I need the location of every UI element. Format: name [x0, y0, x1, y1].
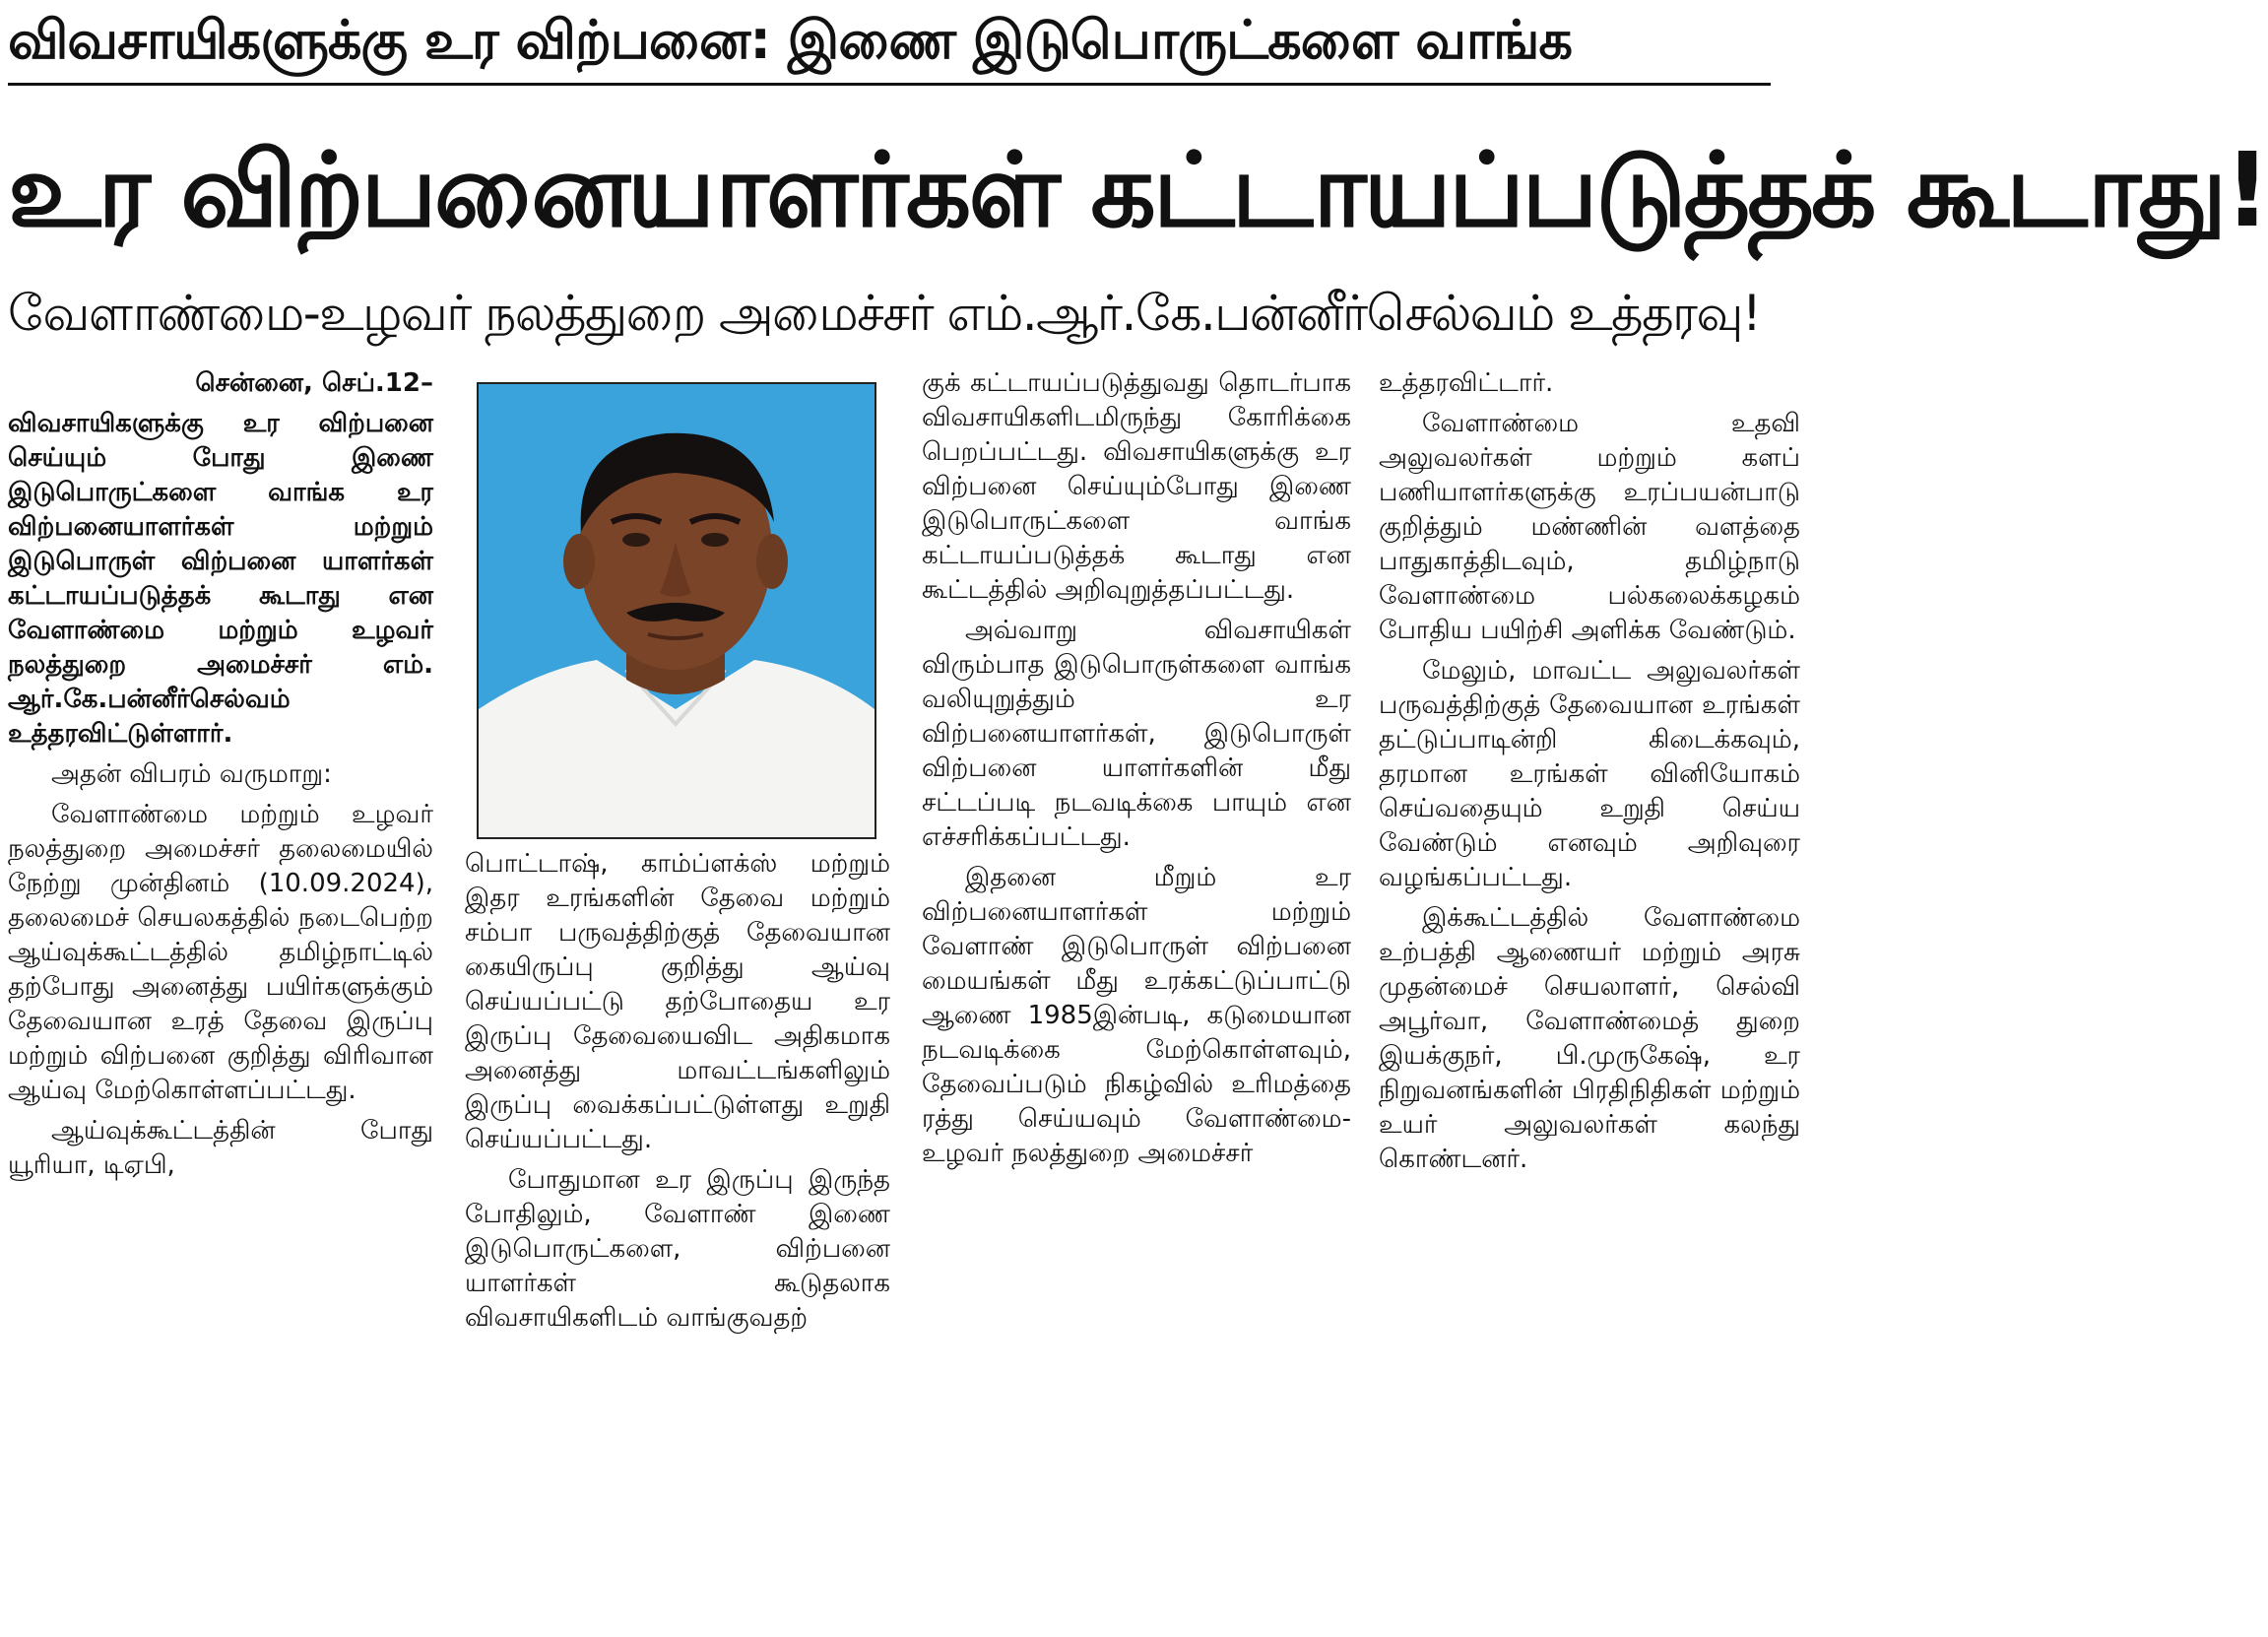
article-column-1	[8, 366, 433, 1637]
article-paragraph: அவ்வாறு விவசாயிகள் விரும்பாத இடுபொருள்களை வாங்க வலியுறுத்தும் உர விற்பனையாளர்கள், இடுபொருள் விற்பனை யாளர்களின் மீது சட்டப்படி நடவடிக்கை பாயும் என எச்சரிக்கப்பட்டது.	[922, 616, 1351, 852]
portrait-illustration	[479, 384, 875, 837]
article-paragraph: உத்தரவிட்டார்.	[1379, 368, 1554, 398]
main-headline: உர விற்பனையாளர்கள் கட்டாயப்படுத்தக் கூடாது!	[8, 130, 2268, 250]
lead-paragraph: விவசாயிகளுக்கு உர விற்பனை செய்யும் போது இணை இடுபொருட்களை வாங்க உர விற்பனையாளர்கள் மற்றும் இடுபொருள் விற்பனை யாளர்கள் கட்டாயப்படுத்தக் கூடாது என வேளாண்மை மற்றும் உழவர் நலத்துறை அமைச்சர் எம். ஆர்.கே.பன்னீர்செல்வம் உத்தரவிட்டுள்ளார்.	[8, 409, 433, 749]
article-paragraph: வேளாண்மை உதவி அலுவலர்கள் மற்றும் களப் பணியாளர்களுக்கு உரப்பயன்பாடு குறித்தும் மண்ணின் வளத்தை பாதுகாத்திடவும், தமிழ்நாடு வேளாண்மை பல்கலைக்கழகம் போதிய பயிற்சி அளிக்க வேண்டும்.	[1379, 409, 1800, 645]
article-column-4	[1379, 366, 1800, 1637]
article-paragraph: போதுமான உர இருப்பு இருந்த போதிலும், வேளாண் இணை இடுபொருட்களை, விற்பனை யாளர்கள் கூடுதலாக விவசாயிகளிடம் வாங்குவதற்	[465, 1165, 890, 1333]
kicker-headline: விவசாயிகளுக்கு உர விற்பனை: இணை இடுபொருட்களை வாங்க	[8, 9, 1572, 71]
minister-photo	[477, 382, 876, 839]
article-paragraph: வேளாண்மை மற்றும் உழவர் நலத்துறை அமைச்சர் தலைமையில் நேற்று முன்தினம் (10.09.2024), தலைமைச் செயலகத்தில் நடைபெற்ற ஆய்வுக்கூட்டத்தில் தமிழ்நாட்டில் தற்போது அனைத்து பயிர்களுக்கும் தேவையான உரத் தேவை இருப்பு மற்றும் விற்பனை குறித்து விரிவான ஆய்வு மேற்கொள்ளப்பட்டது.	[8, 800, 433, 1105]
article-paragraph: இதனை மீறும் உர விற்பனையாளர்கள் மற்றும் வேளாண் இடுபொருள் விற்பனை மையங்கள் மீது உரக்கட்டுப்பாட்டு ஆணை 1985இன்படி, கடுமையான நடவடிக்கை மேற்கொள்ளவும், தேவைப்படும் நிகழ்வில் உரிமத்தை ரத்து செய்யவும் வேளாண்மை-உழவர் நலத்துறை அமைச்சர்	[922, 863, 1351, 1168]
article-paragraph: இக்கூட்டத்தில் வேளாண்மை உற்பத்தி ஆணையர் மற்றும் அரசு முதன்மைச் செயலாளர், செல்வி அபூர்வா, வேளாண்மைத் துறை இயக்குநர், பி.முருகேஷ், உர நிறுவனங்களின் பிரதிநிதிகள் மற்றும் உயர் அலுவலர்கள் கலந்து கொண்டனர்.	[1379, 903, 1800, 1174]
sub-headline: வேளாண்மை-உழவர் நலத்துறை அமைச்சர் எம்.ஆர்.கே.பன்னீர்செல்வம் உத்தரவு!	[8, 285, 1761, 342]
article-paragraph: மேலும், மாவட்ட அலுவலர்கள் பருவத்திற்குத் தேவையான உரங்கள் தட்டுப்பாடின்றி கிடைக்கவும், தரமான உரங்கள் வினியோகம் செய்வதையும் உறுதி செய்ய வேண்டும் எனவும் அறிவுரை வழங்கப்பட்டது.	[1379, 656, 1800, 892]
article-paragraph: குக் கட்டாயப்படுத்துவது தொடர்பாக விவசாயிகளிடமிருந்து கோரிக்கை பெறப்பட்டது. விவசாயிகளுக்கு உர விற்பனை செய்யும்போது இணை இடுபொருட்களை வாங்க கட்டாயப்படுத்தக் கூடாது என கூட்டத்தில் அறிவுறுத்தப்பட்டது.	[922, 368, 1351, 605]
kicker-underline	[8, 83, 1771, 86]
article-paragraph: அதன் விபரம் வருமாறு:	[51, 759, 332, 789]
article-column-2	[465, 847, 890, 1637]
article-column-3	[922, 366, 1351, 1637]
article-paragraph: பொட்டாஷ், காம்ப்ளக்ஸ் மற்றும் இதர உரங்களின் தேவை மற்றும் சம்பா பருவத்திற்குத் தேவையான கையிருப்பு குறித்து ஆய்வு செய்யப்பட்டு தற்போதைய உர இருப்பு தேவையைவிட அதிகமாக அனைத்து மாவட்டங்களிலும் இருப்பு வைக்கப்பட்டுள்ளது உறுதி செய்யப்பட்டது.	[465, 849, 890, 1154]
article-paragraph: ஆய்வுக்கூட்டத்தின் போது யூரியா, டிஏபி,	[8, 1116, 433, 1180]
dateline: சென்னை, செப்.12–	[195, 368, 433, 398]
